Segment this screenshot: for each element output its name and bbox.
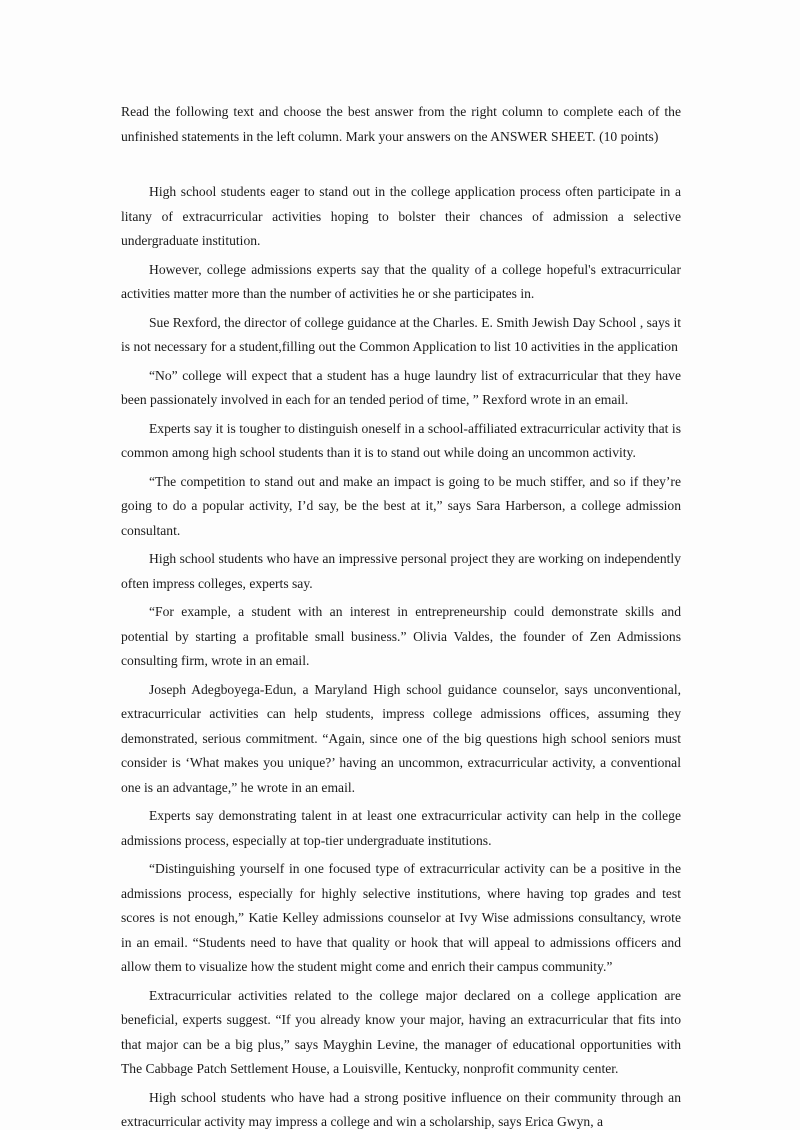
article-paragraph: High school students who have had a strong positive influence on their community through an extracurricular activity may impress a college and win a scholarship, says Erica Gwyn, a [121, 1089, 681, 1129]
article-paragraph: High school students eager to stand out in the college application process often participate in a litany of extracurricular activities hoping to bolster their chances of admission a selective undergraduate institution. [121, 184, 681, 248]
article-paragraph: Sue Rexford, the director of college guidance at the Charles. E. Smith Jewish Day School , says it is not necessary for a student,filling out the Common Application to list 10 activities in the application [121, 314, 681, 354]
article-paragraph: However, college admissions experts say that the quality of a college hopeful's extracurricular activities matter more than the number of activities he or she participates in. [121, 261, 681, 301]
instructions-text: Read the following text and choose the best answer from the right column to complete each of the unfinished statements in the left column. Mark your answers on the ANSWER SHEET. (10 points) [121, 104, 681, 144]
article-paragraph: Extracurricular activities related to the college major declared on a college application are beneficial, experts suggest. “If you already know your major, having an extracurricular that fits into that major can be a big plus,” says Mayghin Levine, the manager of educational opportunities with The Cabbage Patch Settlement House, a Louisville, Kentucky, nonprofit community center. [121, 987, 681, 1076]
article-paragraph: “No” college will expect that a student has a huge laundry list of extracurricular that they have been passionately involved in each for an tended period of time, ” Rexford wrote in an email. [121, 367, 681, 407]
article-paragraph: Joseph Adegboyega-Edun, a Maryland High school guidance counselor, says unconventional, extracurricular activities can help students, impress college admissions offices, assuming they demonstrated, serious commitment. “Again, since one of the big questions high school seniors must consider is ‘What makes you unique?’ having an uncommon, extracurricular activity, a conventional one is an advantage,” he wrote in an email. [121, 681, 681, 795]
article-paragraph: Experts say it is tougher to distinguish oneself in a school-affiliated extracurricular activity that is common among high school students than it is to stand out while doing an uncommon activity. [121, 420, 681, 460]
article-paragraph: High school students who have an impressive personal project they are working on independently often impress colleges, experts say. [121, 551, 681, 591]
article-paragraph: “For example, a student with an interest in entrepreneurship could demonstrate skills and potential by starting a profitable small business.” Olivia Valdes, the founder of Zen Admissions consulting firm, wrote in an email. [121, 604, 681, 668]
article-body [121, 180, 681, 1139]
article-paragraph: Experts say demonstrating talent in at least one extracurricular activity can help in the college admissions process, especially at top-tier undergraduate institutions. [121, 808, 681, 848]
article-paragraph: “Distinguishing yourself in one focused type of extracurricular activity can be a positive in the admissions process, especially for highly selective institutions, where having top grades and test scores is not enough,” Katie Kelley admissions counselor at Ivy Wise admissions consultancy, wrote in an email. “Students need to have that quality or hook that will appeal to admissions officers and allow them to visualize how the student might come and enrich their campus community.” [121, 861, 681, 974]
article-paragraph: “The competition to stand out and make an impact is going to be much stiffer, and so if they’re going to do a popular activity, I’d say, be the best at it,” says Sara Harberson, a college admission consultant. [121, 473, 681, 538]
